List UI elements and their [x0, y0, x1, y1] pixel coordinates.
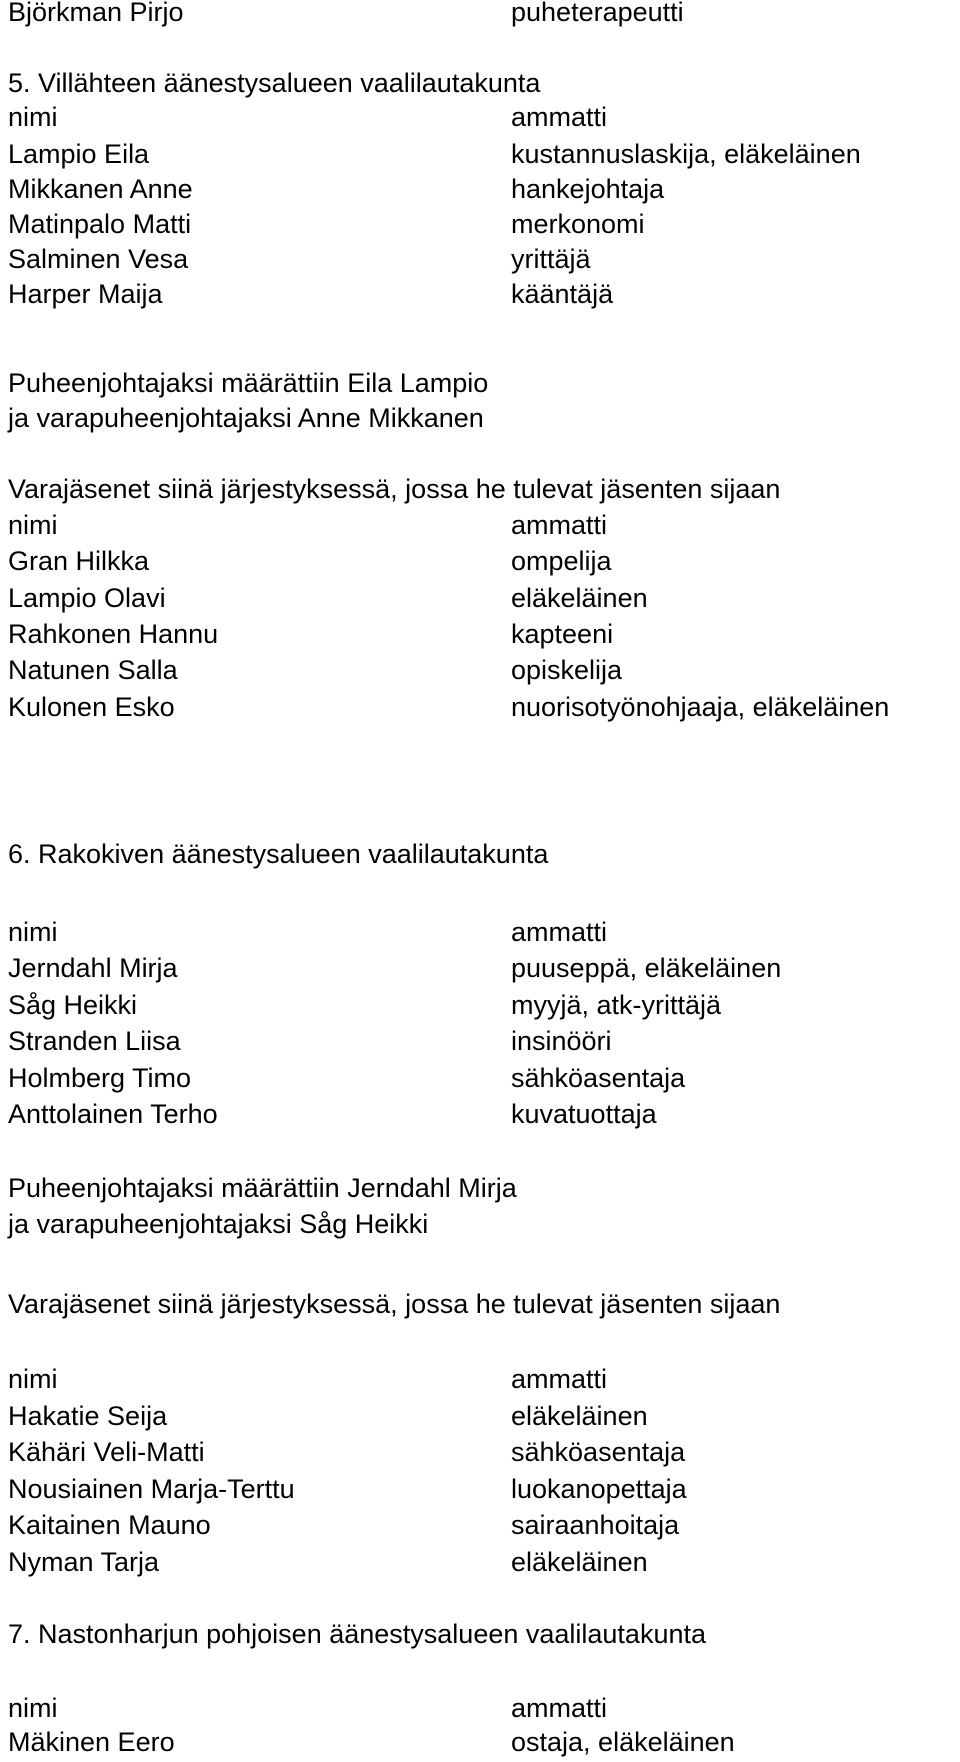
member-occupation: merkonomi — [511, 209, 645, 239]
member-occupation: myyjä, atk-yrittäjä — [511, 990, 722, 1020]
member-occupation: ostaja, eläkeläinen — [511, 1727, 735, 1757]
deputy-occupation: kapteeni — [511, 619, 614, 649]
deputy-name: Nousiainen Marja-Terttu — [8, 1474, 295, 1504]
table-row — [8, 580, 958, 616]
table-row — [8, 1724, 958, 1760]
deputy-occupation: nuorisotyönohjaaja, eläkeläinen — [511, 692, 890, 722]
vice-chair-line: ja varapuheenjohtajaksi Anne Mikkanen — [8, 403, 484, 433]
column-header-name: nimi — [8, 1693, 58, 1723]
member-occupation: yrittäjä — [511, 244, 591, 274]
table-row — [8, 1398, 958, 1434]
table-row — [8, 987, 958, 1023]
member-name: Anttolainen Terho — [8, 1099, 218, 1129]
deputy-name: Hakatie Seija — [8, 1401, 168, 1431]
table-row — [8, 616, 958, 652]
column-header-name: nimi — [8, 1364, 58, 1394]
column-header-occupation: ammatti — [511, 1693, 608, 1723]
table-row — [8, 1060, 958, 1096]
member-occupation: insinööri — [511, 1026, 612, 1056]
deputy-name: Kulonen Esko — [8, 692, 175, 722]
member-name: Harper Maija — [8, 279, 163, 309]
deputy-name: Nyman Tarja — [8, 1547, 160, 1577]
table-row — [8, 652, 958, 688]
member-name: Stranden Liisa — [8, 1026, 181, 1056]
table-row — [8, 136, 958, 172]
member-name: Mäkinen Eero — [8, 1727, 175, 1757]
table-row — [8, 1096, 958, 1132]
deputies-heading: Varajäsenet siinä järjestyksessä, jossa he tulevat jäsenten sijaan — [8, 1289, 781, 1319]
table-row — [8, 1434, 958, 1470]
table-row — [8, 241, 958, 277]
table-row — [8, 171, 958, 207]
column-header — [8, 914, 958, 950]
section-heading: 5. Villähteen äänestysalueen vaalilautakunta — [8, 68, 541, 98]
deputy-name: Kaitainen Mauno — [8, 1510, 211, 1540]
deputy-occupation: opiskelija — [511, 655, 623, 685]
member-occupation: kuvatuottaja — [511, 1099, 657, 1129]
column-header — [8, 1361, 958, 1397]
column-header-occupation: ammatti — [511, 1364, 608, 1394]
deputy-occupation: ompelija — [511, 546, 612, 576]
column-header-occupation: ammatti — [511, 102, 608, 132]
deputy-occupation: eläkeläinen — [511, 1547, 648, 1577]
member-occupation: hankejohtaja — [511, 174, 665, 204]
table-row — [8, 1023, 958, 1059]
chair-line: Puheenjohtajaksi määrättiin Eila Lampio — [8, 368, 489, 398]
column-header-occupation: ammatti — [511, 510, 608, 540]
table-row — [8, 0, 958, 30]
member-name: Björkman Pirjo — [8, 0, 184, 27]
deputy-name: Lampio Olavi — [8, 583, 166, 613]
table-row — [8, 1471, 958, 1507]
deputy-occupation: eläkeläinen — [511, 1401, 648, 1431]
column-header-name: nimi — [8, 510, 58, 540]
column-header-occupation: ammatti — [511, 917, 608, 947]
chair-line: Puheenjohtajaksi määrättiin Jerndahl Mirja — [8, 1173, 517, 1203]
member-name: Holmberg Timo — [8, 1063, 192, 1093]
deputy-name: Kähäri Veli-Matti — [8, 1437, 205, 1467]
table-row — [8, 1507, 958, 1543]
member-occupation: sähköasentaja — [511, 1063, 686, 1093]
column-header — [8, 1690, 958, 1726]
member-name: Såg Heikki — [8, 990, 138, 1020]
member-name: Matinpalo Matti — [8, 209, 192, 239]
deputy-occupation: sähköasentaja — [511, 1437, 686, 1467]
table-row — [8, 543, 958, 579]
table-row — [8, 950, 958, 986]
member-name: Salminen Vesa — [8, 244, 189, 274]
deputy-name: Natunen Salla — [8, 655, 178, 685]
member-occupation: puuseppä, eläkeläinen — [511, 953, 782, 983]
member-name: Lampio Eila — [8, 139, 150, 169]
column-header — [8, 507, 958, 543]
member-occupation: kääntäjä — [511, 279, 614, 309]
vice-chair-line: ja varapuheenjohtajaksi Såg Heikki — [8, 1209, 429, 1239]
column-header — [8, 99, 958, 135]
deputies-heading: Varajäsenet siinä järjestyksessä, jossa he tulevat jäsenten sijaan — [8, 474, 781, 504]
deputy-name: Gran Hilkka — [8, 546, 150, 576]
section-heading: 6. Rakokiven äänestysalueen vaalilautakunta — [8, 839, 549, 869]
deputy-occupation: sairaanhoitaja — [511, 1510, 680, 1540]
column-header-name: nimi — [8, 102, 58, 132]
member-occupation: puheterapeutti — [511, 0, 684, 27]
table-row — [8, 1544, 958, 1580]
table-row — [8, 206, 958, 242]
table-row — [8, 689, 958, 725]
table-row — [8, 276, 958, 312]
column-header-name: nimi — [8, 917, 58, 947]
deputy-occupation: eläkeläinen — [511, 583, 648, 613]
member-name: Jerndahl Mirja — [8, 953, 178, 983]
section-heading: 7. Nastonharjun pohjoisen äänestysalueen vaalilautakunta — [8, 1619, 706, 1649]
deputy-occupation: luokanopettaja — [511, 1474, 687, 1504]
deputy-name: Rahkonen Hannu — [8, 619, 219, 649]
member-occupation: kustannuslaskija, eläkeläinen — [511, 139, 861, 169]
member-name: Mikkanen Anne — [8, 174, 193, 204]
